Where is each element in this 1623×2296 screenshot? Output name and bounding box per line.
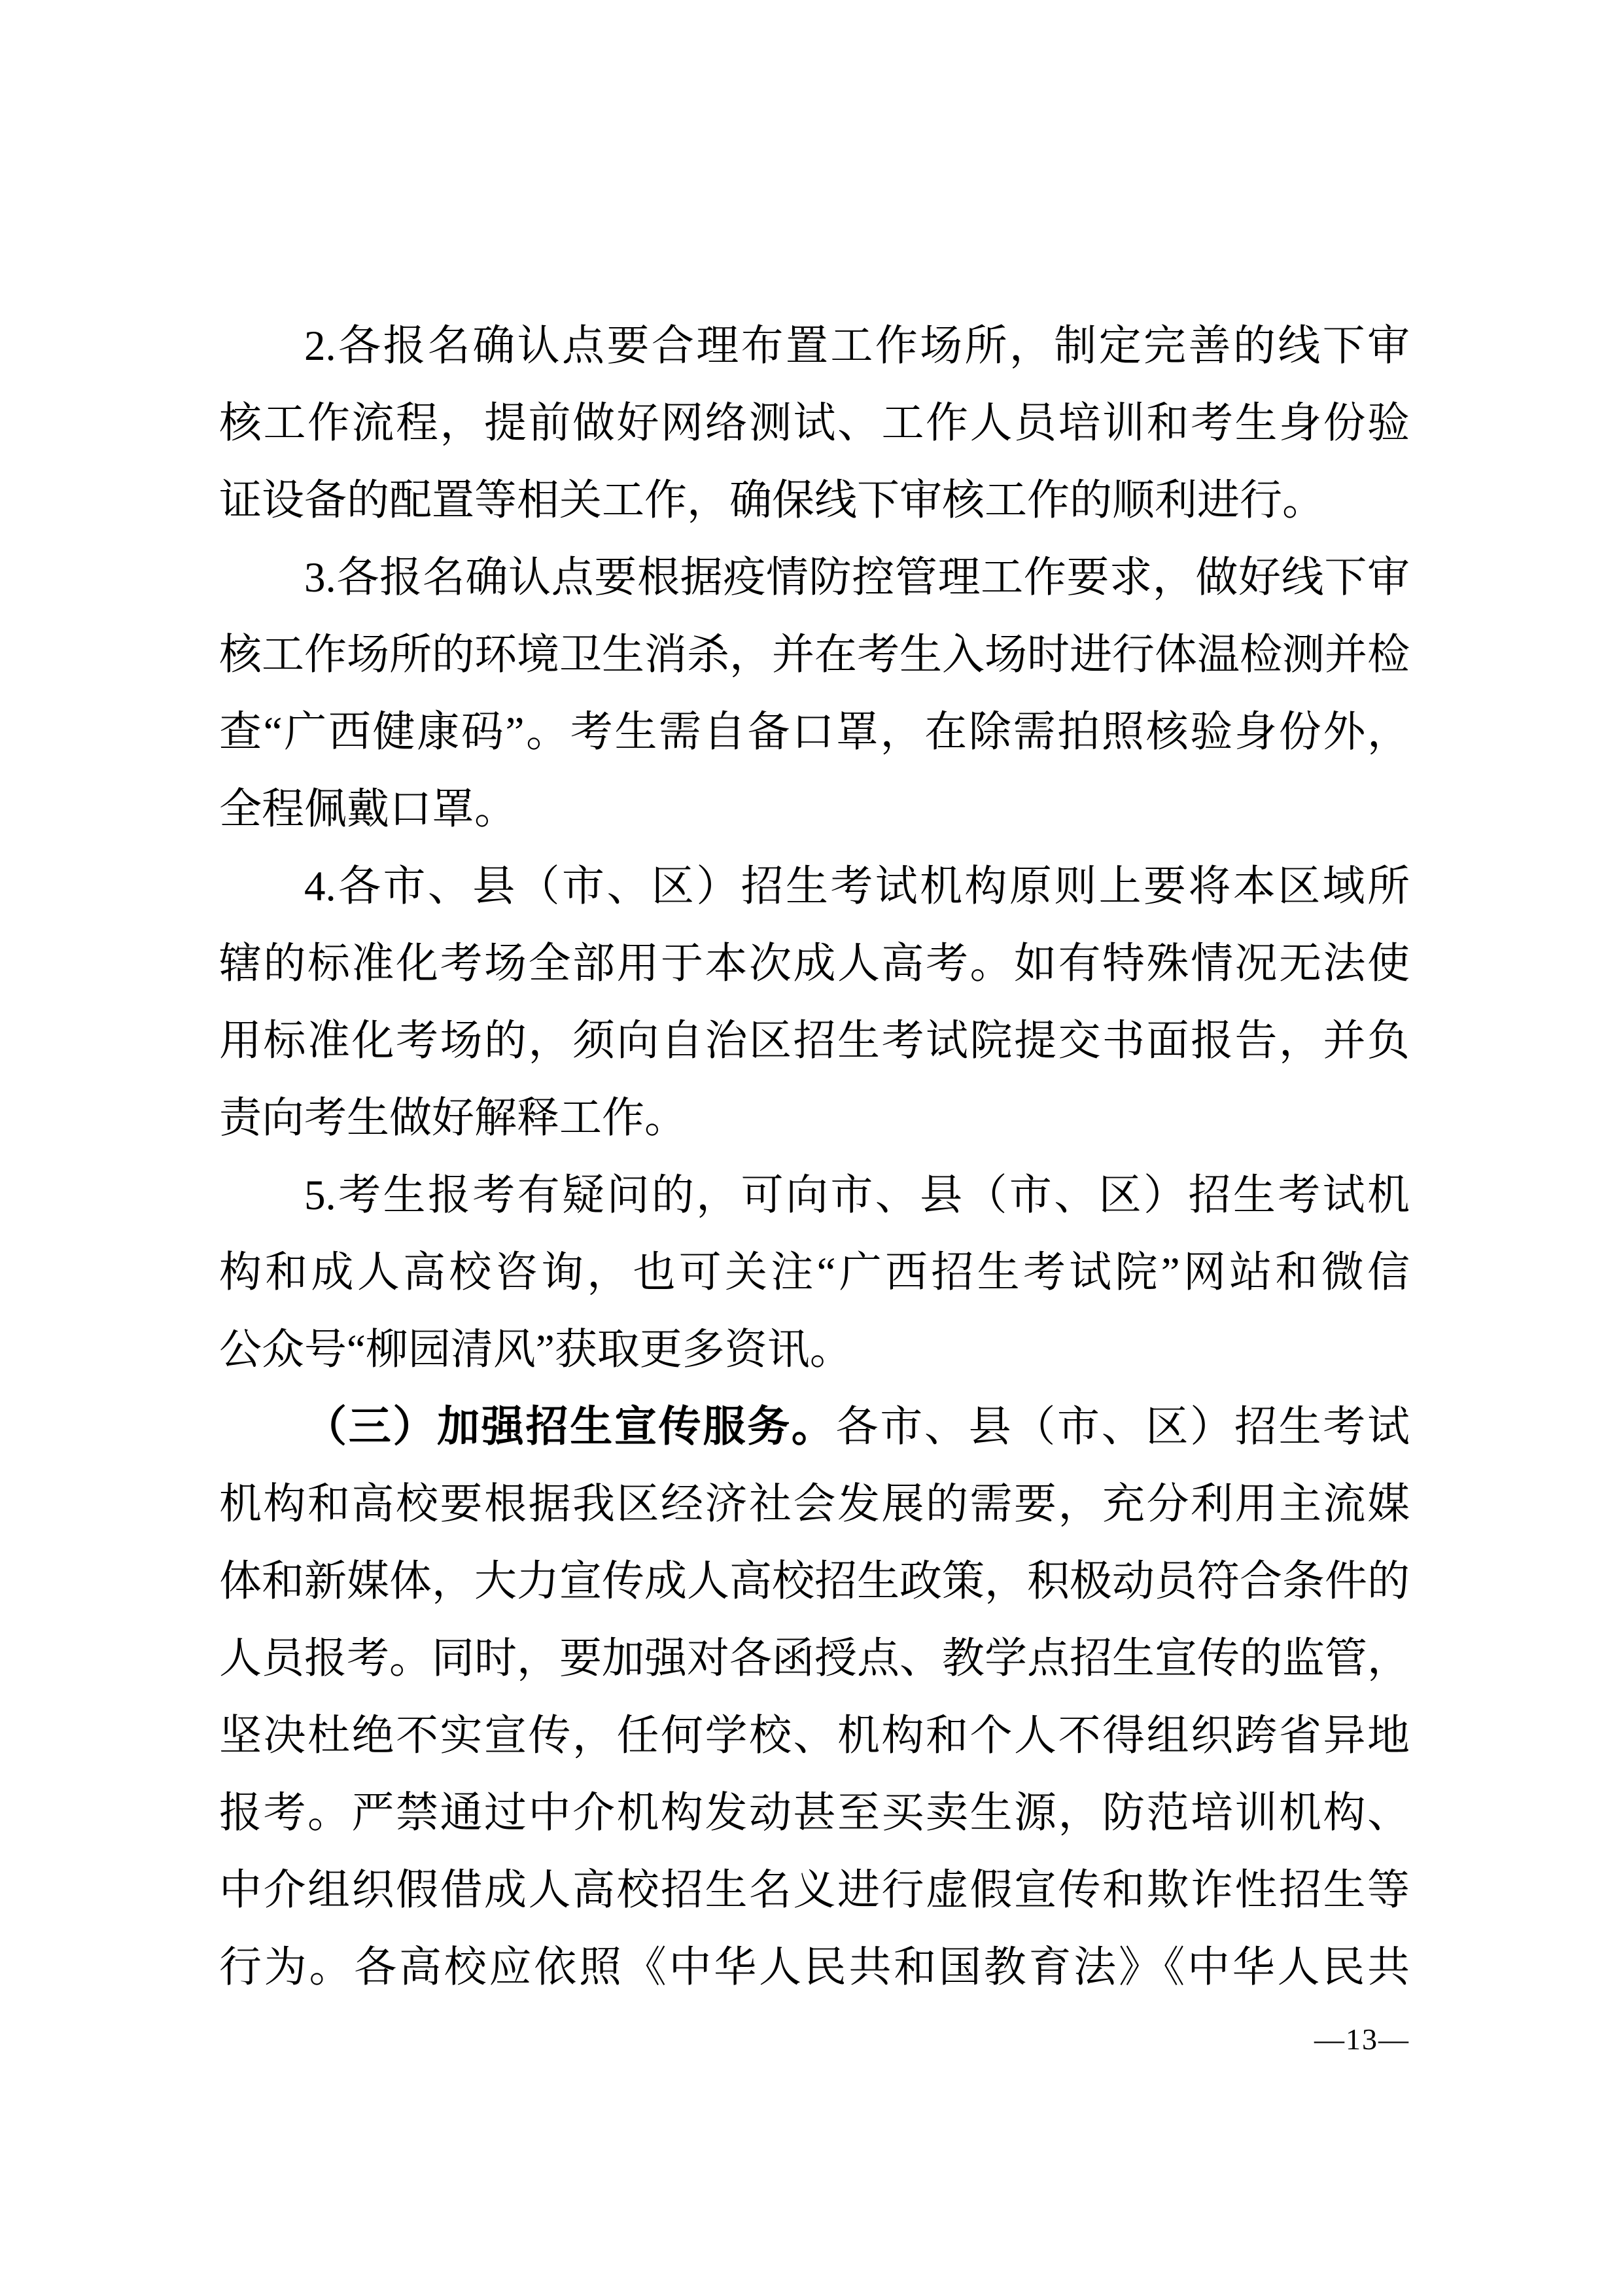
text-line: （三）加强招生宣传服务。各市、县（市、区）招生考试 [304, 1404, 1410, 1451]
text-line: 人员报考。同时，要加强对各函授点、教学点招生宣传的监管， [219, 1635, 1410, 1682]
text-line: 报考。严禁通过中介机构发动甚至买卖生源，防范培训机构、 [219, 1790, 1410, 1837]
text-line: 辖的标准化考场全部用于本次成人高考。如有特殊情况无法使 [219, 940, 1410, 987]
text-line: 行为。各高校应依照《中华人民共和国教育法》《中华人民共 [219, 1944, 1410, 1991]
text-line: 坚决杜绝不实宣传，任何学校、机构和个人不得组织跨省异地 [219, 1712, 1410, 1759]
text-line: 3.各报名确认点要根据疫情防控管理工作要求，做好线下审 [304, 554, 1410, 601]
page-number: —13— [1314, 2022, 1410, 2056]
text-line: 证设备的配置等相关工作，确保线下审核工作的顺利进行。 [219, 477, 1325, 524]
bold-heading: （三）加强招生宣传服务。 [304, 1404, 836, 1451]
text-line: 5.考生报考有疑问的，可向市、县（市、区）招生考试机 [304, 1172, 1410, 1219]
text-line: 机构和高校要根据我区经济社会发展的需要，充分利用主流媒 [219, 1481, 1410, 1528]
document-body [219, 308, 1410, 2006]
text-line: 责向考生做好解释工作。 [219, 1095, 688, 1142]
text-line: 体和新媒体，大力宣传成人高校招生政策，积极动员符合条件的 [219, 1558, 1410, 1605]
text-line: 中介组织假借成人高校招生名义进行虚假宣传和欺诈性招生等 [219, 1867, 1410, 1914]
text-line: 全程佩戴口罩。 [219, 786, 517, 833]
text-line: 2.各报名确认点要合理布置工作场所，制定完善的线下审 [304, 323, 1410, 370]
text-line: 核工作流程，提前做好网络测试、工作人员培训和考生身份验 [219, 400, 1410, 447]
text-line: 公众号“柳园清风”获取更多资讯。 [219, 1326, 852, 1373]
text-line: 4.各市、县（市、区）招生考试机构原则上要将本区域所 [304, 863, 1410, 910]
text-line: 核工作场所的环境卫生消杀，并在考生入场时进行体温检测并检 [219, 631, 1410, 679]
text-line: 查“广西健康码”。考生需自备口罩，在除需拍照核验身份外， [219, 709, 1410, 756]
text-line: 用标准化考场的，须向自治区招生考试院提交书面报告，并负 [219, 1017, 1410, 1065]
text-line: 构和成人高校咨询，也可关注“广西招生考试院”网站和微信 [219, 1249, 1410, 1296]
